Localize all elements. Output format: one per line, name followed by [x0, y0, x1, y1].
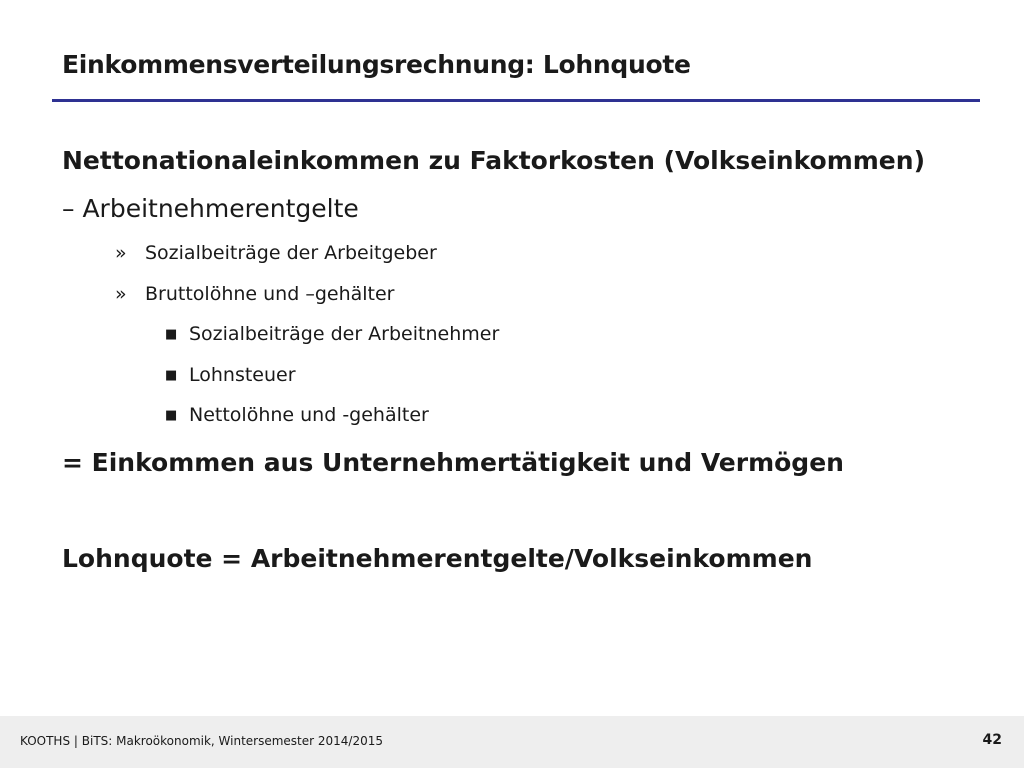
formula-lohnquote: Lohnquote = Arbeitnehmerentgelte/Volkseinkommen: [62, 544, 813, 573]
result-line: = Einkommen aus Unternehmertätigkeit und Vermögen: [62, 448, 844, 477]
chevron-bullet-icon: »: [115, 242, 127, 264]
list-item-label: Nettolöhne und -gehälter: [189, 404, 429, 426]
footer-text: KOOTHS | BiTS: Makroökonomik, Wintersemester 2014/2015: [20, 734, 384, 748]
square-bullet-icon: ■: [165, 368, 178, 383]
title-underline: [52, 99, 980, 102]
list-item-nettoloehne: [165, 404, 429, 426]
list-item-label: Bruttolöhne und –gehälter: [145, 283, 395, 305]
list-item-sozialbeitraege-arbeitgeber: [115, 242, 437, 264]
heading-volkseinkommen: Nettonationaleinkommen zu Faktorkosten (Volkseinkommen): [62, 146, 925, 175]
square-bullet-icon: ■: [165, 327, 178, 342]
square-bullet-icon: ■: [165, 408, 178, 423]
list-item-label: Sozialbeiträge der Arbeitgeber: [145, 242, 437, 264]
chevron-bullet-icon: »: [115, 283, 127, 305]
list-item-bruttoloehne: [115, 283, 394, 305]
list-item-lohnsteuer: [165, 364, 296, 386]
slide-title: Einkommensverteilungsrechnung: Lohnquote: [62, 50, 691, 79]
list-item-label: Lohnsteuer: [189, 364, 296, 386]
page-number: 42: [982, 732, 1002, 748]
list-item-label: Sozialbeiträge der Arbeitnehmer: [189, 323, 500, 345]
list-item-sozialbeitraege-arbeitnehmer: [165, 323, 499, 345]
line-arbeitnehmerentgelte: – Arbeitnehmerentgelte: [62, 194, 359, 223]
